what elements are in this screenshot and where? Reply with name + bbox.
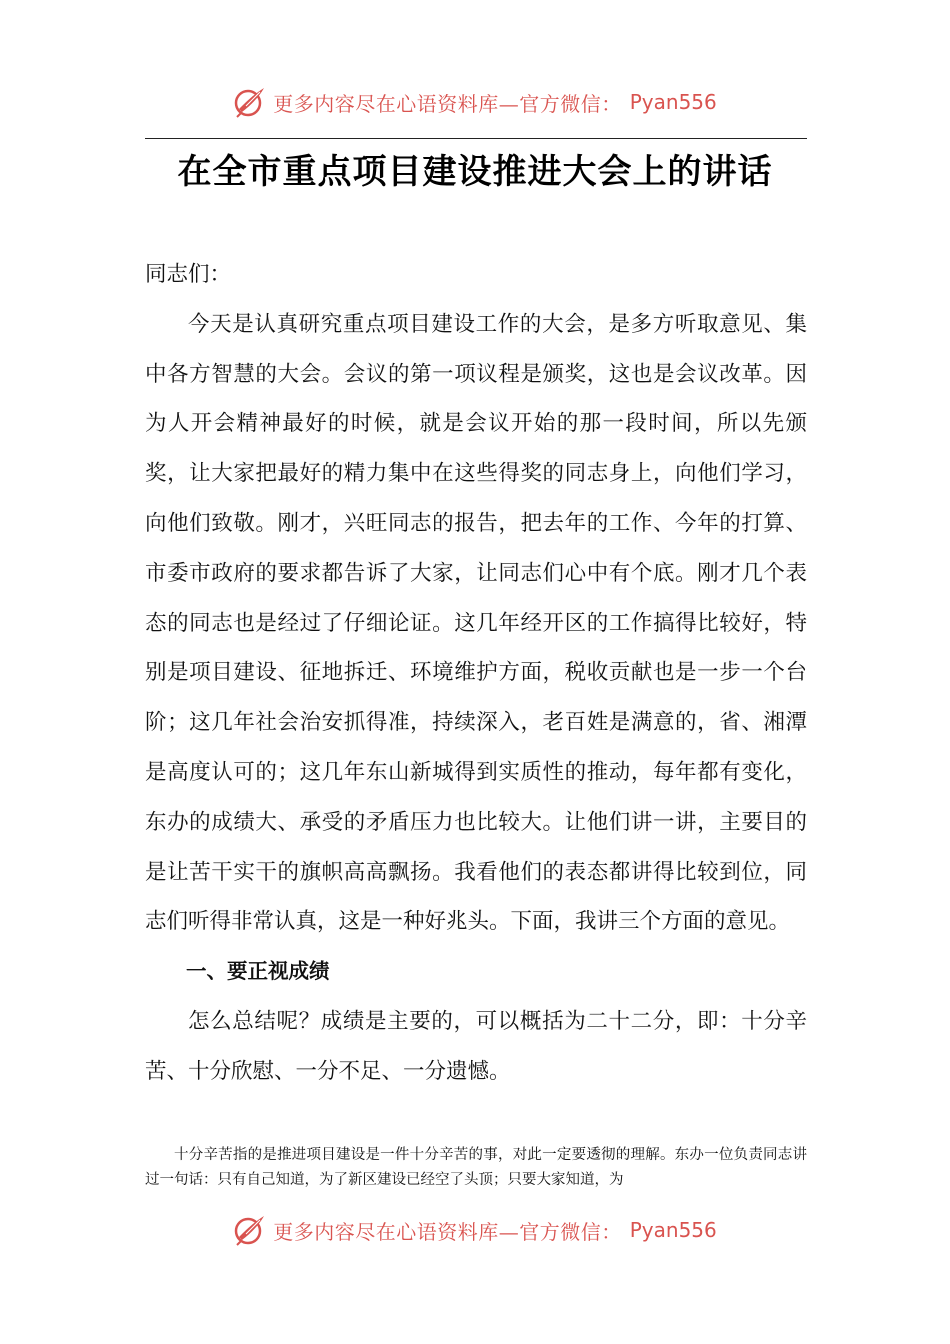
document-title: 在全市重点项目建设推进大会上的讲话 [177,152,773,192]
quill-pen-logo-icon [233,1213,267,1247]
quill-pen-logo-icon [233,85,267,119]
banner-wechat-id: Pyan556 [629,90,717,114]
banner-text: 更多内容尽在心语资料库—官方微信： [273,1219,622,1244]
banner-wechat-id: Pyan556 [629,1218,717,1242]
document-body [145,250,807,1097]
banner-text: 更多内容尽在心语资料库—官方微信： [273,91,622,116]
paragraph-footnote-text: 十分辛苦指的是推进项目建设是一件十分辛苦的事，对此一定要透彻的理解。东办一位负责同志讲过一句话：只有自己知道，为了新区建设已经空了头顶；只要大家知道，为 [145,1147,807,1188]
header-rule [145,138,807,139]
header-banner [0,80,950,124]
footer-banner [0,1208,950,1252]
paragraph-opening: 今天是认真研究重点项目建设工作的大会，是多方听取意见、集中各方智慧的大会。会议的第一项议程是颁奖，这也是会议改革。因为人开会精神最好的时候，就是会议开始的那一段时间，所以先颁奖，让大家把最好的精力集中在这些得奖的同志身上，向他们学习，向他们致敬。刚才，兴旺同志的报告，把去年的工作、今年的打算、市委市政府的要求都告诉了大家，让同志们心中有个底。刚才几个表态的同志也是经过了仔细论证。这几年经开区的工作搞得比较好，特别是项目建设、征地拆迁、环境维护方面，税收贡献也是一步一个台阶；这几年社会治安抓得准，持续深入，老百姓是满意的，省、湘潭是高度认可的；这几年东山新城得到实质性的推动，每年都有变化，东办的成绩大、承受的矛盾压力也比较大。让他们讲一讲，主要目的是让苦干实干的旗帜高高飘扬。我看他们的表态都讲得比较到位，同志们听得非常认真，这是一种好兆头。下面，我讲三个方面的意见。 [145,311,807,935]
section-heading-1: 一、要正视成绩 [186,959,330,984]
paragraph-summary: 怎么总结呢？成绩是主要的，可以概括为二十二分，即：十分辛苦、十分欣慰、一分不足、一分遗憾。 [145,1008,807,1084]
salutation: 同志们： [145,262,232,287]
